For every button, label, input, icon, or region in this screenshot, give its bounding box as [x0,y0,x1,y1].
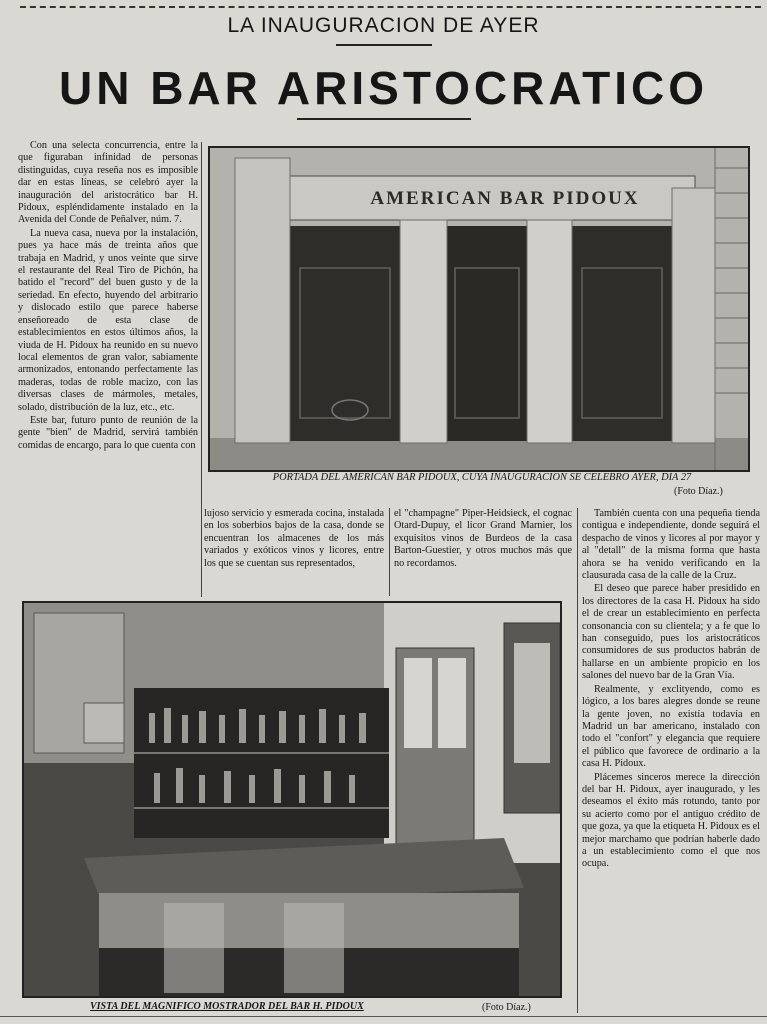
facade-sign-text: AMERICAN BAR PIDOUX [370,188,640,209]
paragraph: También cuenta con una pequeña tienda contigua e independiente, donde seguirá el despacho de vinos y licores al por mayor y al "detall" de la misma forma que hasta ahora se ha venido verificando en la clausurada casa de la calle de la Cruz. [582,508,760,582]
kicker: LA INAUGURACION DE AYER [227,14,540,37]
facade-caption: PORTADA DEL AMERICAN BAR PIDOUX, CUYA INAUGURACION SE CELEBRO AYER, DIA 27 [272,472,692,483]
paragraph: el "champagne" Piper-Heidsieck, el cognac Otard-Dupuy, el licor Grand Marnier, los exquisitos vinos de Burdeos de la casa Barton-Guestier, y otros muchos más que no recordamos. [394,508,572,569]
kicker-rule [336,44,432,46]
paragraph: El deseo que parece haber presidido en los directores de la casa H. Pidoux ha sido el de crear un establecimiento en perfecta consonancia con su clientela; y a fe que lo han conseguido, pues los aristocráticos consumidores de sus productos habrán de hallarse en un ambiente propicio en los salones del nuevo bar de la Gran Vía. [582,583,760,682]
article-column-1 [18,140,198,453]
paragraph: La nueva casa, nueva por la instalación, pues ya hace más de treinta años que trabaja en Madrid, y unos veinte que sirve el restaurante del Real Tiro de Pichón, ha batido el "record" del buen gusto y de la seriedad. En efecto, huyendo del arbitrario y dislocado estilo que parece haberse enseñoreado de esta clase de establecimientos en estos últimos años, la viuda de H. Pidoux ha reunido en su nuevo local elementos de gran valor, sabiamente armonizados, entonando perfectamente las maderas, todas de roble macizo, con las diversas clases de mármoles, metales, solado, distribución de la luz, etc., etc. [18,227,198,413]
counter-credit: (Foto Díaz.) [482,1002,531,1013]
counter-caption: VISTA DEL MAGNIFICO MOSTRADOR DEL BAR H. PIDOUX [90,1001,364,1012]
headline: UN BAR ARISTOCRATICO [58,62,709,114]
top-dashed-rule [20,6,761,12]
column-divider [389,508,390,596]
column-divider [577,508,578,1013]
page-bottom-rule [0,1016,767,1017]
paragraph: Realmente, y exclityendo, como es lógico, a los bares alegres donde se reune la gente joven, no existía todavía en Madrid un bar americano, instalado con todo el "confort" y elegancia que requiere el público que favorece de ordinario a la casa H. Pidoux. [582,683,760,770]
paragraph: Este bar, futuro punto de reunión de la gente "bien" de Madrid, servirá también comidas de encargo, para lo que cuenta con [18,414,198,451]
facade-photo [208,146,750,472]
article-column-3 [394,508,572,571]
article-column-4 [582,508,760,872]
counter-photo [22,601,562,998]
paragraph: Plácemes sinceros merece la dirección del bar H. Pidoux, ayer inaugurado, y les deseamos el éxito más rotundo, tanto por su acierto como por el antiguo crédito de que goza, ya que la etiqueta H. Pidoux es el mejor marchamo que podrían haberle dado a un establecimiento como el que nos ocupa. [582,771,760,870]
paragraph: lujoso servicio y esmerada cocina, instalada en los soberbios bajos de la casa, donde se encuentran los almacenes de los más variados y exóticos vinos y licores, entre los que se cuentan sus representados, [204,508,384,569]
headline-rule [297,118,471,120]
paragraph: Con una selecta concurrencia, entre la que figuraban infinidad de personas distinguidas, cuya reseña nos es imposible dar en estas líneas, se celebró ayer la inauguración del aristocrático bar H. Pidoux, espléndidamente instalado en la Avenida del Conde de Peñalver, núm. 7. [18,140,198,226]
article-column-2 [204,508,384,571]
column-divider [201,142,202,597]
counter-illustration [24,603,560,996]
facade-credit: (Foto Díaz.) [674,486,723,497]
